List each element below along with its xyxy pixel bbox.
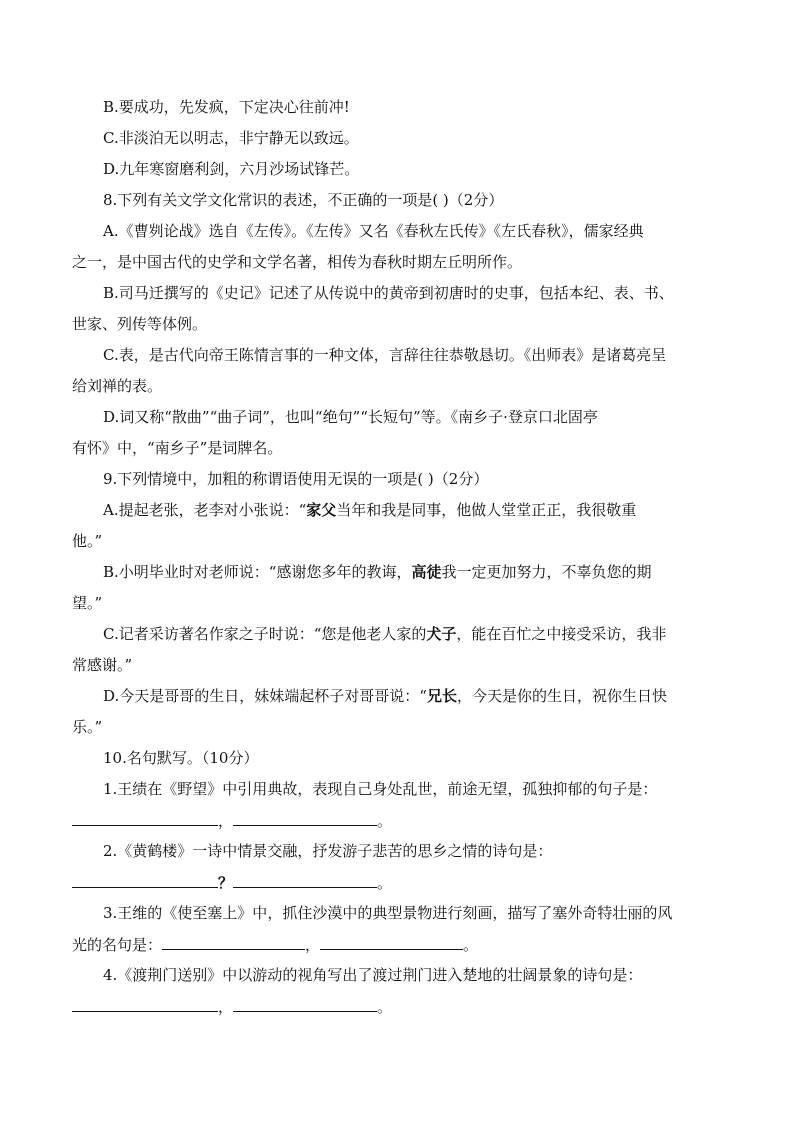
q10-item-4: 4.《渡荆门送别》中以游动的视角写出了渡过荆门进入楚地的壮阔景象的诗句是： [103, 966, 643, 984]
q7-option-b: B.要成功，先发疯，下定决心往前冲! [103, 98, 350, 116]
q8-stem: 8.下列有关文学文化常识的表述，不正确的一项是( )（2分） [103, 191, 504, 209]
q9-option-d-cont: 乐。” [72, 718, 103, 736]
q9-option-b: B.小明毕业时对老师说：“感谢您多年的教诲，高徒我一定更加努力，不辜负您的期 [103, 563, 652, 581]
q10-stem: 10.名句默写。（10分） [103, 749, 259, 767]
answer-blank[interactable] [72, 810, 218, 826]
answer-blank[interactable] [233, 810, 377, 826]
q10-item-1: 1.王绩在《野望》中引用典故，表现自己身处乱世，前途无望，孤独抑郁的句子是： [103, 780, 658, 798]
answer-blank[interactable] [72, 996, 218, 1012]
q8-option-a-cont: 之一，是中国古代的史学和文学名著，相传为春秋时期左丘明所作。 [72, 253, 523, 271]
bold-term: 高徒 [411, 563, 442, 581]
answer-blank[interactable] [162, 934, 305, 950]
q8-option-d: D.词又称“散曲”“曲子词”，也叫“绝句”“长短句”等。《南乡子·登京口北固亭 [103, 408, 598, 426]
q9-option-a-cont: 他。” [72, 532, 103, 550]
q9-stem: 9.下列情境中，加粗的称谓语使用无误的一项是( )（2分） [103, 470, 489, 488]
q10-item-3: 3.王维的《使至塞上》中，抓住沙漠中的典型景物进行刻画，描写了塞外奇特壮丽的风 [103, 904, 673, 922]
answer-blank[interactable] [233, 996, 377, 1012]
q10-item-4-answer: ， 。 [72, 996, 392, 1017]
q7-option-d: D.九年寒窗磨利剑，六月沙场试锋芒。 [103, 160, 360, 178]
q9-option-b-cont: 望。” [72, 594, 103, 612]
q8-option-a: A.《曹刿论战》选自《左传》。《左传》又名《春秋左氏传》《左氏春秋》，儒家经典 [103, 222, 644, 240]
q10-item-3-answer: 光的名句是： ， 。 [72, 936, 479, 954]
bold-term: 家父 [306, 501, 337, 519]
q8-option-b-cont: 世家、列传等体例。 [72, 315, 208, 333]
q7-option-c: C.非淡泊无以明志，非宁静无以致远。 [103, 129, 359, 147]
q10-item-2-answer: ？ 。 [72, 872, 392, 893]
q8-option-c: C.表，是古代向帝王陈情言事的一种文体，言辞往往恭敬恳切。《出师表》是诸葛亮呈 [103, 346, 667, 364]
q9-option-c-cont: 常感谢。” [72, 656, 133, 674]
q9-option-d: D.今天是哥哥的生日，妹妹端起杯子对哥哥说：“兄长，今天是你的生日，祝你生日快 [103, 687, 667, 705]
bold-term: 兄长 [426, 687, 457, 705]
answer-blank[interactable] [320, 934, 463, 950]
q8-option-d-cont: 有怀》中，“南乡子”是词牌名。 [72, 439, 283, 457]
answer-blank[interactable] [233, 872, 377, 888]
q9-option-c: C.记者采访著名作家之子时说：“您是他老人家的犬子，能在百忙之中接受采访，我非 [103, 625, 667, 643]
q9-option-a: A.提起老张，老李对小张说：“家父当年和我是同事，他做人堂堂正正，我很敬重 [103, 501, 637, 519]
q10-item-2: 2.《黄鹤楼》一诗中情景交融，抒发游子悲苦的思乡之情的诗句是： [103, 842, 553, 860]
q8-option-c-cont: 给刘禅的表。 [72, 377, 163, 395]
answer-blank[interactable] [72, 872, 218, 888]
q10-item-1-answer: ， 。 [72, 810, 392, 831]
bold-term: 犬子 [426, 625, 457, 643]
q8-option-b: B.司马迁撰写的《史记》记述了从传说中的黄帝到初唐时的史事，包括本纪、表、书、 [103, 284, 674, 302]
